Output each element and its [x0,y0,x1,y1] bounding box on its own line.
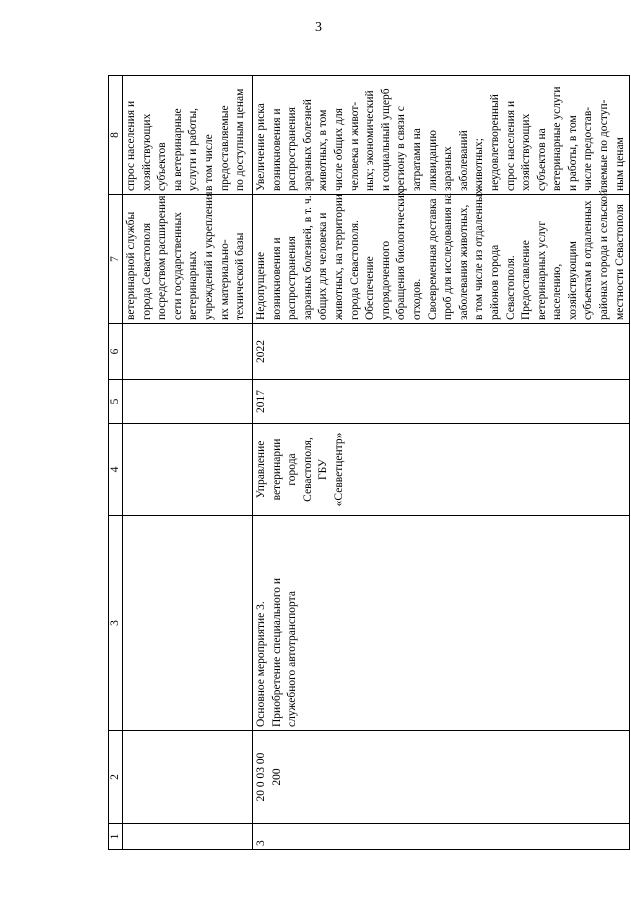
text-line: человека и живот- [348,101,361,191]
text-line: ных; экономический [364,90,377,191]
header-cell: 6 [109,324,123,380]
text-line: города Севастополя [140,223,153,320]
text-line: проб для исследования на [442,193,455,320]
text-line: и работы, в том [566,115,579,191]
text-line: возникновения и [270,237,283,320]
expected-result-cell [253,188,630,324]
text-line: населению, [551,263,564,320]
text-line: ликвидацию [426,130,439,191]
text-line: обращения биологических [395,189,408,320]
text-line: Увеличение риска [255,103,267,191]
text-line: районов города [488,244,501,320]
page-number: 3 [315,20,322,35]
header-cell: 8 [109,76,123,195]
text-line: ветеринарные услуги [551,86,564,191]
header-cell: 1 [109,824,123,850]
table-cell [123,380,253,424]
text-line: Обеспечение [364,256,377,320]
text-line: Своевременная доставка [426,198,439,320]
text-line: распространения [286,236,299,320]
text-line: Севастополя, [301,437,314,502]
text-line: упорядоченного [379,240,392,320]
table-cell [123,731,253,824]
text-line: ляемые по доступ- [598,99,611,191]
text-line: отходов. [410,278,423,320]
text-line: затратами на [410,128,423,191]
text-line: субъектам в отдаленных [582,200,595,320]
text-line: ным ценам [613,137,626,191]
text-line: животных, на территории [332,193,345,320]
end-year-cell: 2022 [253,324,630,380]
text-line: ветеринарных услуг [535,220,548,320]
text-line: города Севастополя. [348,220,361,320]
consequences-cell [253,76,630,195]
text-line: субъектов [156,142,169,191]
text-line: спрос населения и [504,100,517,191]
text-line: заразных [442,146,455,191]
text-line: 20 0 03 00 [255,752,267,802]
text-line: посредством расширения [156,195,169,320]
text-line: числе предостав- [582,106,595,191]
text-line: технической базы [234,232,247,320]
text-line: возникновения и [270,108,283,191]
text-line: ветеринарных [187,250,200,320]
text-line: заразных болезней, в т. ч. [301,195,314,320]
text-line: по доступным ценам [234,88,247,191]
table-cell [123,824,253,850]
text-line: заболеваний [457,130,470,191]
header-cell: 7 [109,195,123,324]
text-line: числе общих для [332,108,345,191]
text-line: на ветеринарные [171,108,184,191]
start-year-cell: 2017 [253,380,630,424]
code-cell [253,731,630,824]
text-line: районах города и сельской [598,189,611,320]
table-cell-col7 [123,191,253,324]
measure-name-cell [253,516,630,731]
text-line: заболевания животных, [457,204,470,320]
text-line: в том числе [202,134,215,191]
text-line: Приобретение специального и [270,577,283,727]
text-line: спрос населения и [125,100,137,191]
table-row-3 [253,76,630,850]
text-line: их материально- [218,239,231,320]
header-row [109,76,123,850]
text-line: заразных болезней [301,99,314,191]
text-line: предоставляемые [218,105,231,191]
text-line: региону в связи с [395,106,408,191]
table-row-continuation [123,76,253,850]
text-line: животных, в том [317,109,330,191]
text-line: Севастополя. [504,255,517,320]
executor-cell [253,424,630,516]
table-cell [123,424,253,516]
text-line: Предоставление [520,240,533,320]
table-cell [123,324,253,380]
text-line: общих для человека и [317,212,330,320]
header-cell: 2 [109,731,123,824]
text-line: неудовлетворенный [488,94,501,191]
measures-table [108,75,630,850]
text-line: Управление [255,440,267,499]
text-line: сети государственных [171,212,184,320]
text-line: хозяйствующим [566,241,579,320]
text-line: служебного автотранспорта [286,591,299,727]
text-line: распространения [286,107,299,191]
text-line: ветеринарии [270,438,283,501]
text-line: «Севветцентр» [332,432,345,507]
text-line: Недопущение [255,251,267,320]
header-cell: 4 [109,424,123,516]
text-line: и социальный ущерб [379,88,392,191]
text-line: хозяйствующих [520,113,533,191]
header-cell: 3 [109,516,123,731]
text-line: в том числе из отдаленных [473,188,486,320]
text-line: учреждений и укрепления [202,191,215,320]
table-cell-col8 [123,76,253,195]
text-line: хозяйствующих [140,113,153,191]
table-cell [123,516,253,731]
row-number-cell: 3 [253,824,630,850]
text-line: ГБУ [317,459,330,480]
text-line: животных; [473,138,486,191]
text-line: Основное мероприятие 3. [255,601,267,727]
text-line: 200 [270,768,283,786]
rotated-table-container [108,86,626,850]
text-line: местности Севастополя [613,204,626,320]
text-line: города [286,453,299,486]
text-line: ветеринарной службы [125,211,137,320]
text-line: субъектов на [535,128,548,191]
header-cell: 5 [109,380,123,424]
text-line: услуги и работы, [187,107,200,191]
